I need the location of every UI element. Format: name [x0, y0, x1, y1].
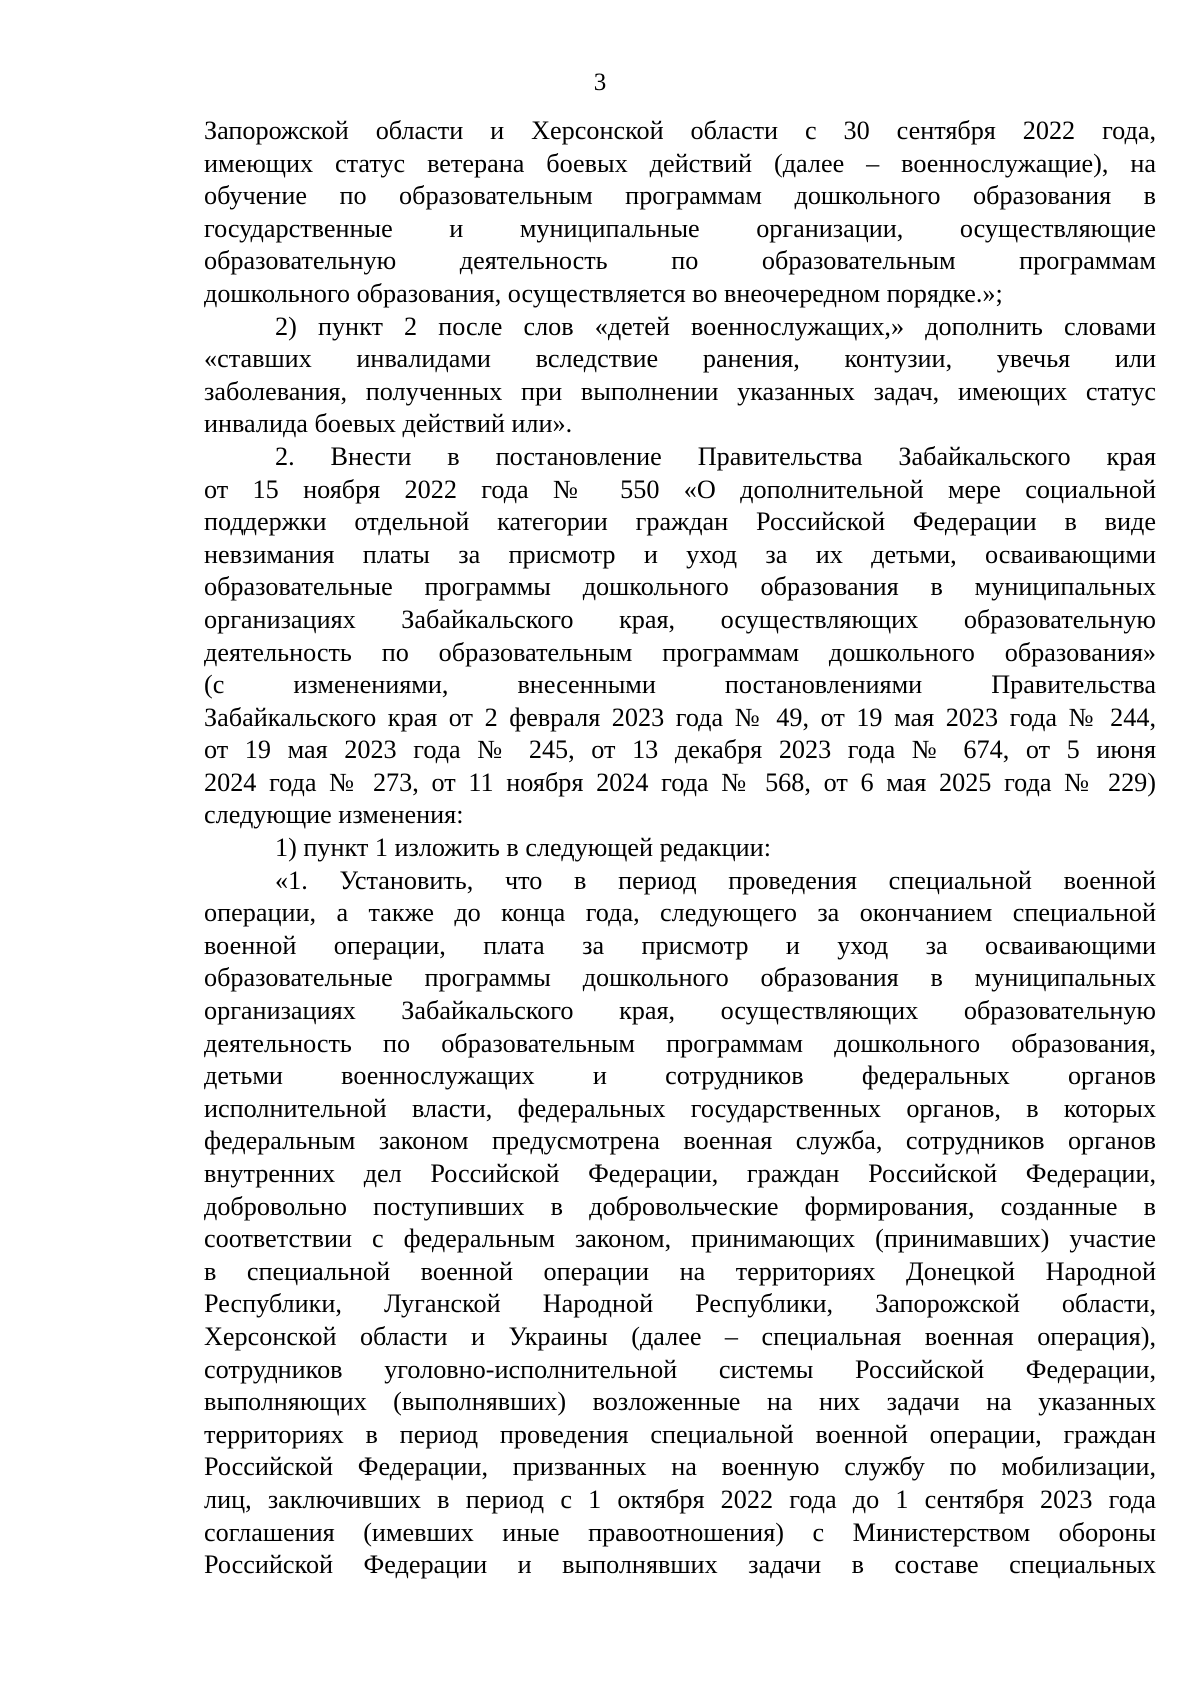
text-line: исполнительной власти, федеральных государственных органов, в которых [204, 1093, 1156, 1123]
text-line: Российской Федерации, призванных на военную службу по мобилизации, [204, 1452, 1156, 1482]
text-line: (с изменениями, внесенными постановлениями Правительства [204, 670, 1156, 700]
text-line: Забайкальского края от 2 февраля 2023 года № 49, от 19 мая 2023 года № 244, [204, 702, 1156, 732]
text-line: от 15 ноября 2022 года № 550 «О дополнительной мере социальной [204, 474, 1156, 504]
text-line: федеральным законом предусмотрена военная служба, сотрудников органов [204, 1126, 1156, 1156]
text-line: образовательные программы дошкольного образования в муниципальных [204, 572, 1156, 602]
text-line: невзимания платы за присмотр и уход за их детьми, осваивающими [204, 539, 1156, 569]
text-line: деятельность по образовательным программам дошкольного образования» [204, 637, 1156, 667]
text-line: организациях Забайкальского края, осуществляющих образовательную [204, 996, 1156, 1026]
text-line: Херсонской области и Украины (далее – специальная военная операция), [204, 1321, 1156, 1351]
text-line: 2024 года № 273, от 11 ноября 2024 года № 568, от 6 мая 2025 года № 229) [204, 767, 1156, 797]
text-line: 1) пункт 1 изложить в следующей редакции: [275, 833, 771, 863]
text-line: деятельность по образовательным программам дошкольного образования, [204, 1028, 1156, 1058]
text-line: «ставших инвалидами вследствие ранения, контузии, увечья или [204, 344, 1156, 374]
text-line: от 19 мая 2023 года № 245, от 13 декабря 2023 года № 674, от 5 июня [204, 735, 1156, 765]
text-line: образовательные программы дошкольного образования в муниципальных [204, 963, 1156, 993]
text-line: организациях Забайкальского края, осуществляющих образовательную [204, 604, 1156, 634]
text-line: операции, а также до конца года, следующего за окончанием специальной [204, 898, 1156, 928]
text-line: соглашения (имевших иные правоотношения) с Министерством обороны [204, 1517, 1156, 1547]
text-line: добровольно поступивших в добровольческие формирования, созданные в [204, 1191, 1156, 1221]
page-number: 3 [593, 69, 607, 96]
text-line: Запорожской области и Херсонской области с 30 сентября 2022 года, [204, 116, 1156, 145]
text-line: имеющих статус ветерана боевых действий (далее – военнослужащие), на [204, 148, 1156, 178]
document-body [204, 115, 1156, 1582]
text-line: дошкольного образования, осуществляется во внеочередном порядке.»; [204, 278, 1003, 308]
text-line: сотрудников уголовно-исполнительной системы Российской Федерации, [204, 1354, 1156, 1384]
text-line: 2. Внести в постановление Правительства Забайкальского края [275, 441, 1156, 471]
text-line: военной операции, плата за присмотр и уход за осваивающими [204, 930, 1156, 960]
text-line: заболевания, полученных при выполнении указанных задач, имеющих статус [204, 376, 1156, 406]
text-line: соответствии с федеральным законом, принимающих (принимавших) участие [204, 1224, 1156, 1254]
text-line: детьми военнослужащих и сотрудников федеральных органов [204, 1061, 1156, 1091]
text-line: территориях в период проведения специальной военной операции, граждан [204, 1419, 1156, 1449]
text-line: следующие изменения: [204, 800, 464, 830]
text-line: выполняющих (выполнявших) возложенные на них задачи на указанных [204, 1387, 1156, 1417]
text-line: Республики, Луганской Народной Республики, Запорожской области, [204, 1289, 1156, 1319]
text-line: «1. Установить, что в период проведения специальной военной [275, 865, 1156, 895]
text-line: 2) пункт 2 после слов «детей военнослужащих,» дополнить словами [275, 311, 1156, 341]
text-line: поддержки отдельной категории граждан Российской Федерации в виде [204, 507, 1156, 537]
text-line: в специальной военной операции на территориях Донецкой Народной [204, 1256, 1156, 1286]
text-line: государственные и муниципальные организации, осуществляющие [204, 213, 1156, 243]
text-line: Российской Федерации и выполнявших задачи в составе специальных [204, 1550, 1156, 1580]
text-line: обучение по образовательным программам дошкольного образования в [204, 181, 1156, 211]
text-line: образовательную деятельность по образовательным программам [204, 246, 1156, 276]
text-line: инвалида боевых действий или». [204, 409, 573, 439]
text-line: внутренних дел Российской Федерации, граждан Российской Федерации, [204, 1159, 1156, 1188]
text-line: лиц, заключивших в период с 1 октября 2022 года до 1 сентября 2023 года [204, 1484, 1156, 1514]
